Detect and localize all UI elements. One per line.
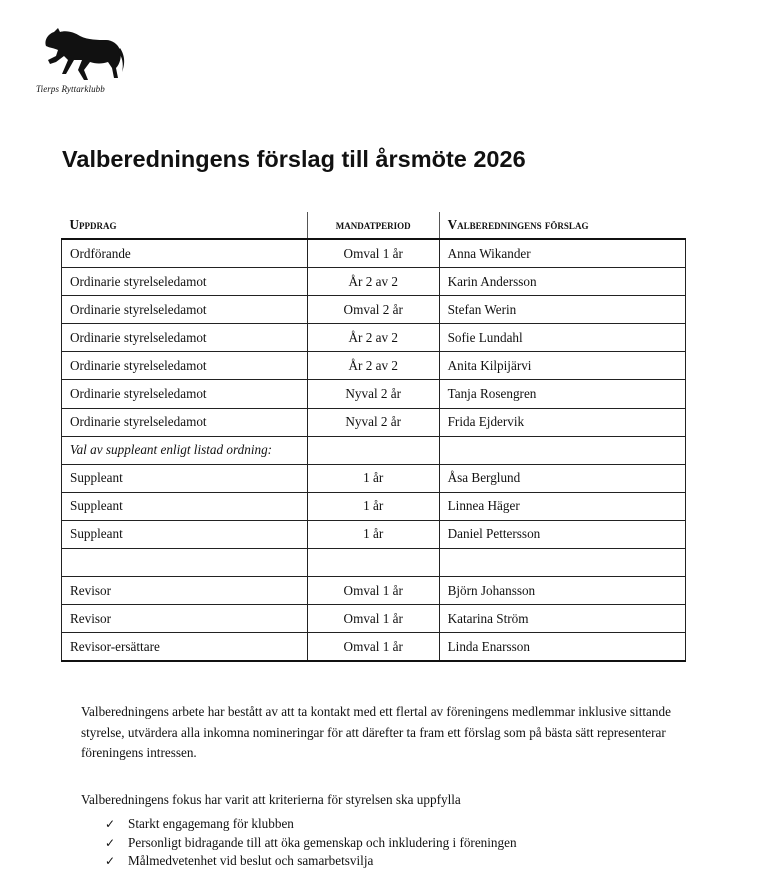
role-cell: [62, 549, 308, 577]
nominee-cell: Stefan Werin: [439, 296, 685, 324]
role-cell: Revisor: [62, 605, 308, 633]
nominee-cell: Linda Enarsson: [439, 633, 685, 662]
table-row: [62, 436, 686, 464]
horse-icon: [36, 26, 128, 84]
role-cell: Suppleant: [62, 520, 308, 548]
nominee-cell: Sofie Lundahl: [439, 324, 685, 352]
page-title: Valberedningens förslag till årsmöte 2026: [62, 146, 526, 172]
role-cell: Ordinarie styrelseledamot: [62, 380, 308, 408]
nominee-cell: Anna Wikander: [439, 239, 685, 268]
nominee-cell: Anita Kilpijärvi: [439, 352, 685, 380]
nominee-cell: Katarina Ström: [439, 605, 685, 633]
role-cell: Suppleant: [62, 464, 308, 492]
work-paragraph: Valberedningens arbete har bestått av att ta kontakt med ett flertal av föreningens medlemmar inklusive sittande styrelse, utvärdera alla inkomna nomineringar för att därefter ta fram ett förslag som på bästa sätt representerar föreningens intressen.: [81, 704, 671, 760]
nominee-cell: [439, 549, 685, 577]
period-cell: Omval 1 år: [307, 633, 439, 662]
period-cell: Omval 1 år: [307, 605, 439, 633]
role-cell: Revisor: [62, 577, 308, 605]
period-cell: 1 år: [307, 464, 439, 492]
table-row: [62, 577, 686, 605]
role-cell: Ordinarie styrelseledamot: [62, 324, 308, 352]
nominee-cell: Björn Johansson: [439, 577, 685, 605]
header-mandatperiod: mandatperiod: [307, 212, 439, 239]
list-item-text: Personligt bidragande till att öka gemenskap och inkludering i föreningen: [128, 834, 517, 850]
role-cell: Ordinarie styrelseledamot: [62, 352, 308, 380]
role-cell: Suppleant: [62, 492, 308, 520]
nomination-table: [61, 212, 686, 662]
table-header-row: [62, 212, 686, 239]
table-row: [62, 352, 686, 380]
role-cell: Ordinarie styrelseledamot: [62, 296, 308, 324]
table-row: [62, 633, 686, 662]
nominee-cell: Tanja Rosengren: [439, 380, 685, 408]
period-cell: År 2 av 2: [307, 324, 439, 352]
nominee-cell: Daniel Pettersson: [439, 520, 685, 548]
period-cell: [307, 436, 439, 464]
table-row: [62, 520, 686, 548]
table-row: [62, 239, 686, 268]
period-cell: Omval 1 år: [307, 577, 439, 605]
table-row: [62, 380, 686, 408]
nominee-cell: Karin Andersson: [439, 268, 685, 296]
role-cell: Revisor-ersättare: [62, 633, 308, 662]
role-cell: Ordinarie styrelseledamot: [62, 268, 308, 296]
list-item: [105, 834, 517, 853]
role-cell: Ordförande: [62, 239, 308, 268]
club-logo: [36, 26, 128, 98]
period-cell: 1 år: [307, 492, 439, 520]
table-row: [62, 492, 686, 520]
checkmark-icon: ✓: [105, 835, 116, 850]
nominee-cell: Åsa Berglund: [439, 464, 685, 492]
period-cell: [307, 549, 439, 577]
list-item-text: Starkt engagemang för klubben: [128, 816, 294, 831]
section-label-cell: Val av suppleant enligt listad ordning:: [62, 436, 308, 464]
period-cell: År 2 av 2: [307, 352, 439, 380]
period-cell: Omval 2 år: [307, 296, 439, 324]
table-row: [62, 324, 686, 352]
table-row: [62, 296, 686, 324]
table-row: [62, 605, 686, 633]
table-row: [62, 408, 686, 436]
nominee-cell: Linnea Häger: [439, 492, 685, 520]
nominee-cell: [439, 436, 685, 464]
checkmark-icon: ✓: [105, 854, 116, 869]
focus-list: [105, 815, 517, 871]
nominee-cell: Frida Ejdervik: [439, 408, 685, 436]
header-forslag: Valberedningens förslag: [439, 212, 685, 239]
focus-intro: Valberedningens fokus har varit att kriterierna för styrelsen ska uppfylla: [81, 792, 461, 807]
period-cell: Omval 1 år: [307, 239, 439, 268]
period-cell: 1 år: [307, 520, 439, 548]
period-cell: Nyval 2 år: [307, 408, 439, 436]
logo-text: Tierps Ryttarklubb: [36, 84, 105, 94]
role-cell: Ordinarie styrelseledamot: [62, 408, 308, 436]
table-row: [62, 268, 686, 296]
period-cell: Nyval 2 år: [307, 380, 439, 408]
list-item: [105, 852, 517, 871]
header-uppdrag: Uppdrag: [62, 212, 308, 239]
list-item: [105, 815, 517, 834]
list-item-text: Målmedvetenhet vid beslut och samarbetsvilja: [128, 853, 374, 869]
period-cell: År 2 av 2: [307, 268, 439, 296]
table-row-empty: [62, 549, 686, 577]
table-row: [62, 464, 686, 492]
checkmark-icon: ✓: [105, 817, 116, 831]
